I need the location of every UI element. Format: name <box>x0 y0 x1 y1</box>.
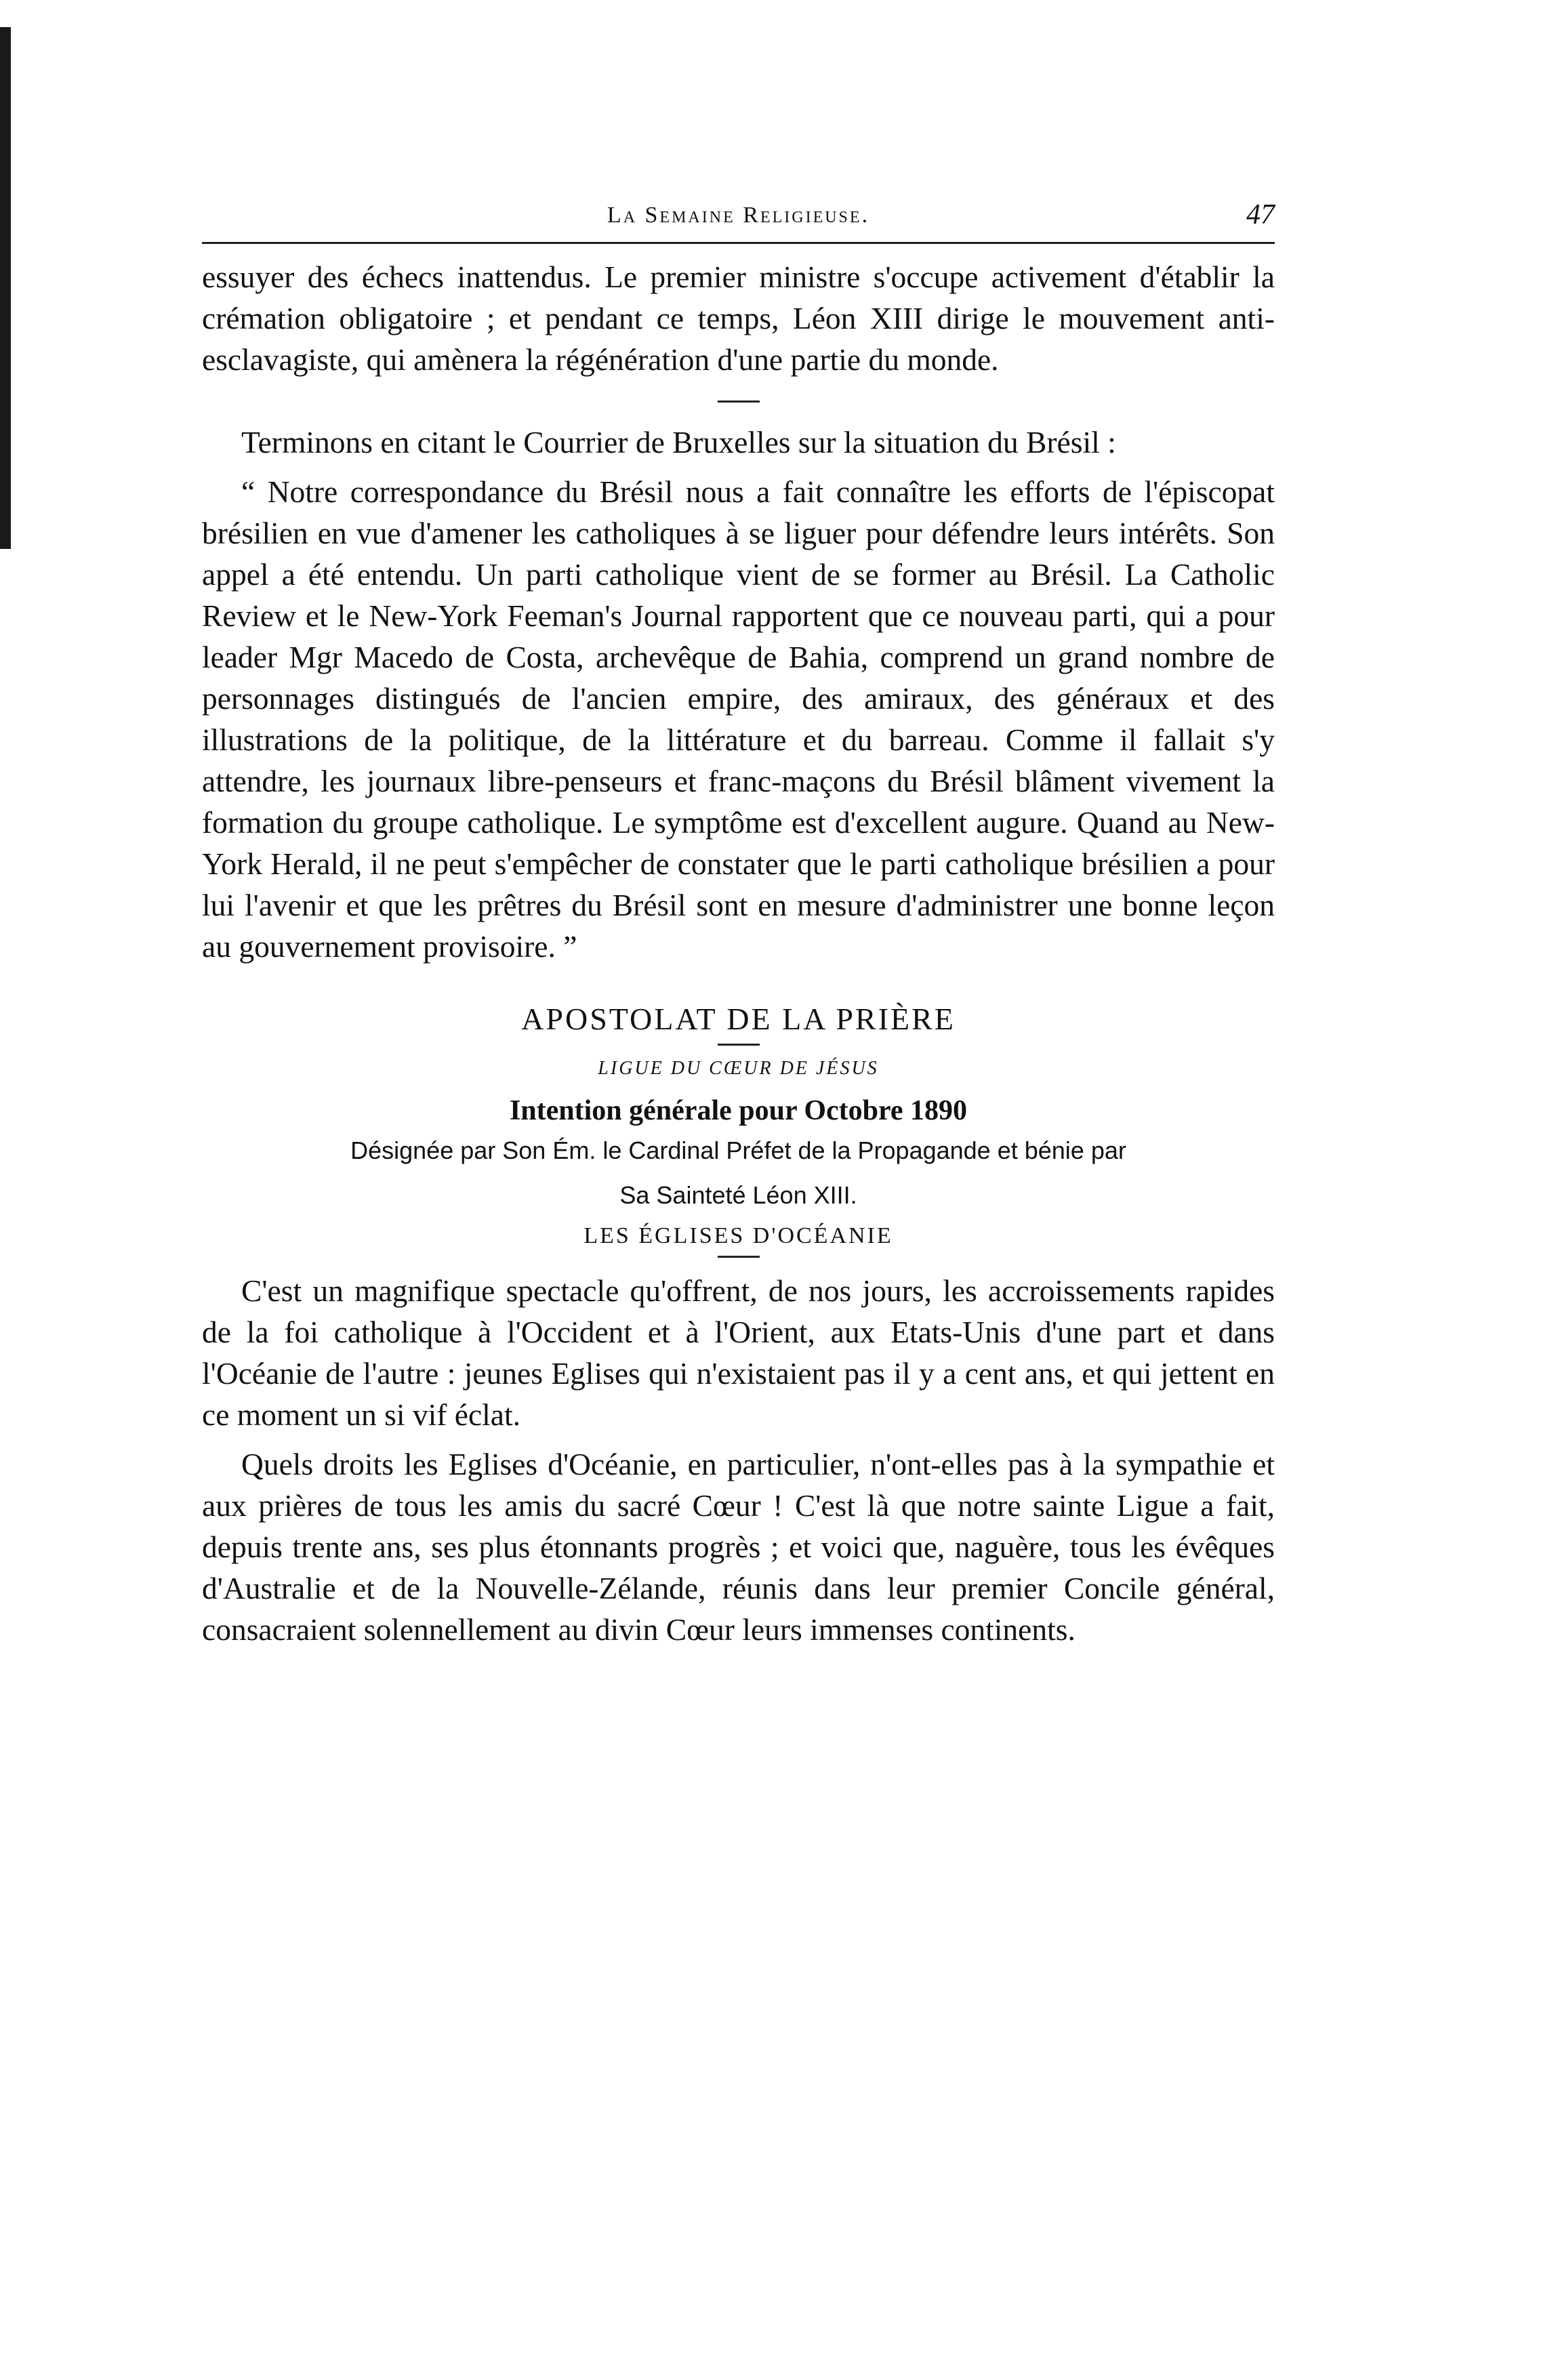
intention-line: Intention générale pour Octobre 1890 <box>509 1095 968 1126</box>
article-body <box>202 256 1275 967</box>
paragraph-opening: essuyer des échecs inattendus. Le premier ministre s'occupe activement d'établir la crémation obligatoire ; et pendant ce temps, Léon XIII dirige le mouvement anti-esclavagiste, qui amènera la régénération d'une partie du monde. <box>202 260 1275 377</box>
running-title: La Semaine Religieuse. <box>607 203 870 228</box>
heading-rule <box>718 1256 760 1258</box>
paragraph-droits: Quels droits les Eglises d'Océanie, en particulier, n'ont-elles pas à la sympathie et aux prières de tous les amis du sacré Cœur ! C'est là que notre sainte Ligue a fait, depuis trente ans, ses plus étonnants progrès ; et voici que, naguère, tous les évêques d'Australie et de la Nouvelle-Zélande, réunis dans leur premier Concile général, consacraient solennellement au divin Cœur leurs immenses continents. <box>202 1447 1275 1647</box>
designation-line-2: Sa Sainteté Léon XIII. <box>619 1181 857 1209</box>
separator-rule <box>718 401 760 403</box>
running-header <box>202 193 1275 242</box>
section-subtitle: LIGUE DU CŒUR DE JÉSUS <box>598 1058 879 1079</box>
page <box>202 193 1275 1650</box>
section-rule <box>718 1044 760 1046</box>
page-number: 47 <box>1246 199 1275 230</box>
paragraph-courrier: Terminons en citant le Courrier de Bruxelles sur la situation du Brésil : <box>241 425 1116 459</box>
paragraph-spectacle: C'est un magnifique spectacle qu'offrent, de nos jours, les accroissements rapides de la foi catholique à l'Occident et à l'Orient, aux Etats-Unis d'une part et dans l'Océanie de l'autre : jeunes Eglises qui n'existaient pas il y a cent ans, et qui jettent en ce moment un si vif éclat. <box>202 1273 1275 1432</box>
section-title: APOSTOLAT DE LA PRIÈRE <box>521 1002 956 1036</box>
binding-edge <box>0 27 11 549</box>
header-rule <box>202 242 1275 244</box>
section-heading: LES ÉGLISES D'OCÉANIE <box>584 1223 893 1248</box>
section-body <box>202 1270 1275 1650</box>
designation-line-1: Désignée par Son Ém. le Cardinal Préfet de la Propagande et bénie par <box>350 1136 1126 1164</box>
quote-paragraph: “ Notre correspondance du Brésil nous a fait connaître les efforts de l'épiscopat brésilien en vue d'amener les catholiques à se liguer pour défendre leurs intérêts. Son appel a été entendu. Un parti catholique vient de se former au Brésil. La Catholic Review et le New-York Feeman's Journal rapportent que ce nouveau parti, qui a pour leader Mgr Macedo de Costa, archevêque de Bahia, comprend un grand nombre de personnages distingués de l'ancien empire, des amiraux, des généraux et des illustrations de la politique, de la littérature et du barreau. Comme il fallait s'y attendre, les journaux libre-penseurs et franc-maçons du Brésil blâment vivement la formation du groupe catholique. Le symptôme est d'excellent augure. Quand au New-York Herald, il ne peut s'empêcher de constater que le parti catholique brésilien a pour lui l'avenir et que les prêtres du Brésil sont en mesure d'administrer une bonne leçon au gouvernement provisoire. ” <box>202 474 1275 964</box>
